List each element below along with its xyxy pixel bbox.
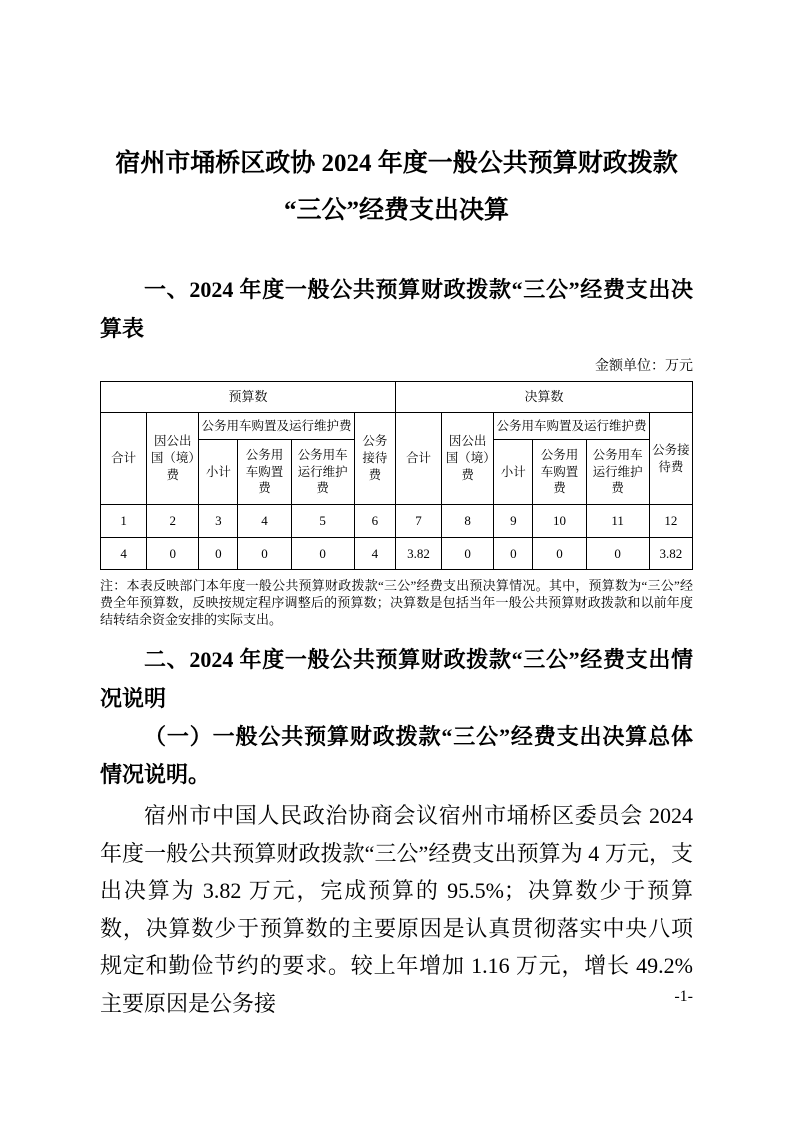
column-number-cell: 1 bbox=[101, 505, 147, 538]
col-header-total: 合计 bbox=[395, 413, 441, 505]
section2-heading: 二、2024 年度一般公共预算财政拨款“三公”经费支出情况说明 bbox=[100, 647, 693, 711]
col-header-maintenance: 公务用车运行维护费 bbox=[586, 440, 649, 505]
table-row-values bbox=[101, 538, 693, 570]
value-cell: 3.82 bbox=[395, 538, 441, 570]
col-header-maintenance: 公务用车运行维护费 bbox=[291, 440, 354, 505]
value-cell: 0 bbox=[586, 538, 649, 570]
value-cell: 0 bbox=[533, 538, 586, 570]
value-cell: 0 bbox=[199, 538, 238, 570]
section2-paragraph: 宿州市中国人民政治协商会议宿州市埇桥区委员会 2024 年度一般公共预算财政拨款“三公”经费支出预算为 4 万元，支出决算为 3.82 万元，完成预算的 95.5%；决算数少于预算数，决算数少于预算数的主要原因是认真贯彻落实中央八项规定和勤俭节约的要求。较上年增加 1.16 万元，增长 49.2%主要原因是公务接 bbox=[100, 803, 693, 1016]
column-number-cell: 6 bbox=[354, 505, 395, 538]
document-title bbox=[100, 140, 693, 234]
value-cell: 0 bbox=[147, 538, 199, 570]
section1-heading: 一、2024 年度一般公共预算财政拨款“三公”经费支出决算表 bbox=[100, 277, 693, 341]
unit-note: 金额单位：万元 bbox=[595, 359, 693, 374]
col-header-purchase: 公务用车购置费 bbox=[238, 440, 291, 505]
col-header-vehicle-group: 公务用车购置及运行维护费 bbox=[494, 413, 649, 440]
section2-sub-heading: （一）一般公共预算财政拨款“三公”经费支出决算总体情况说明。 bbox=[100, 724, 693, 787]
value-cell: 0 bbox=[494, 538, 533, 570]
column-number-cell: 4 bbox=[238, 505, 291, 538]
group-header-final: 决算数 bbox=[395, 382, 692, 413]
document-title-line2: “三公”经费支出决算 bbox=[283, 197, 509, 224]
page-number: -1- bbox=[674, 988, 693, 1005]
col-header-total: 合计 bbox=[101, 413, 147, 505]
col-header-abroad: 因公出国（境）费 bbox=[442, 413, 494, 505]
column-number-cell: 10 bbox=[533, 505, 586, 538]
value-cell: 4 bbox=[101, 538, 147, 570]
column-number-cell: 7 bbox=[395, 505, 441, 538]
three-public-expense-table bbox=[100, 381, 693, 570]
col-header-abroad: 因公出国（境）费 bbox=[147, 413, 199, 505]
column-number-cell: 5 bbox=[291, 505, 354, 538]
value-cell: 4 bbox=[354, 538, 395, 570]
col-header-subtotal: 小计 bbox=[199, 440, 238, 505]
table-row-groups bbox=[101, 382, 693, 413]
column-number-cell: 8 bbox=[442, 505, 494, 538]
col-header-purchase: 公务用车购置费 bbox=[533, 440, 586, 505]
value-cell: 0 bbox=[442, 538, 494, 570]
table-row-header1 bbox=[101, 413, 693, 440]
column-number-cell: 9 bbox=[494, 505, 533, 538]
col-header-reception: 公务接待费 bbox=[649, 413, 692, 505]
col-header-subtotal: 小计 bbox=[494, 440, 533, 505]
table-note: 注：本表反映部门本年度一般公共预算财政拨款“三公”经费支出预决算情况。其中，预算数为“三公”经费全年预算数，反映按规定程序调整后的预算数；决算数是包括当年一般公共预算财政拨款和以前年度结转结余资金安排的实际支出。 bbox=[100, 578, 693, 627]
document-title-line1: 宿州市埇桥区政协 2024 年度一般公共预算财政拨款 bbox=[115, 150, 678, 177]
value-cell: 0 bbox=[238, 538, 291, 570]
value-cell: 0 bbox=[291, 538, 354, 570]
column-number-cell: 3 bbox=[199, 505, 238, 538]
column-number-cell: 12 bbox=[649, 505, 692, 538]
group-header-budget: 预算数 bbox=[101, 382, 396, 413]
col-header-vehicle-group: 公务用车购置及运行维护费 bbox=[199, 413, 354, 440]
column-number-cell: 2 bbox=[147, 505, 199, 538]
column-number-cell: 11 bbox=[586, 505, 649, 538]
col-header-reception: 公务接待费 bbox=[354, 413, 395, 505]
table-row-column-numbers bbox=[101, 505, 693, 538]
value-cell: 3.82 bbox=[649, 538, 692, 570]
